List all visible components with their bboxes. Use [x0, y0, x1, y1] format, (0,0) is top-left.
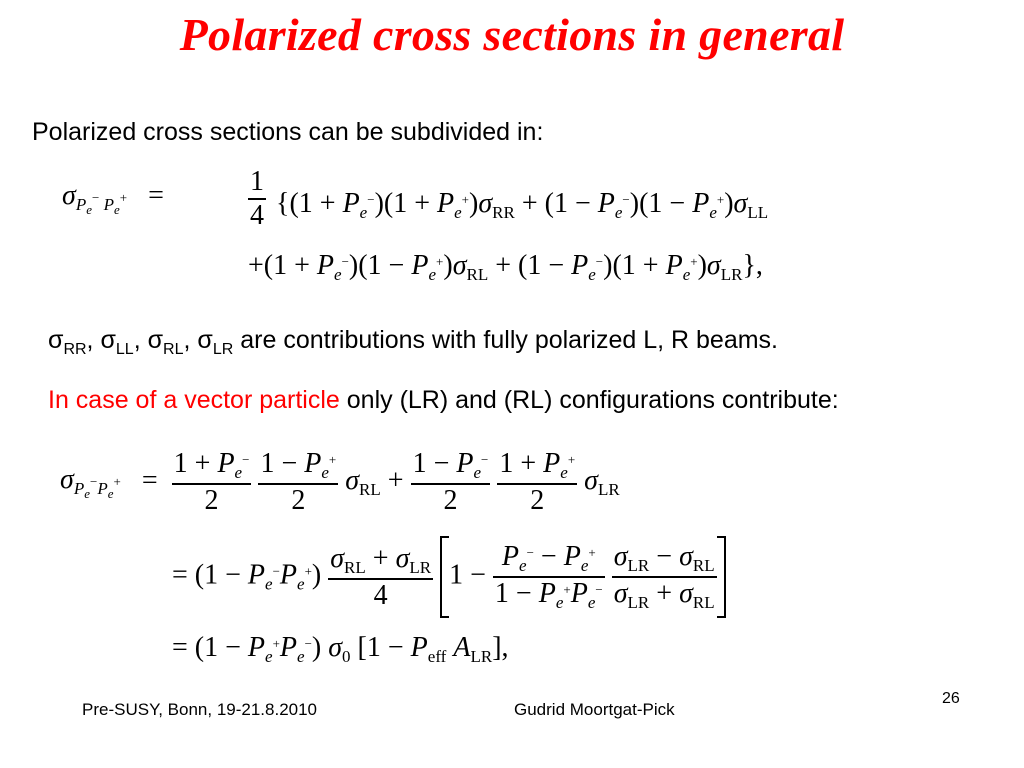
slide-title: Polarized cross sections in general — [179, 9, 845, 60]
vector-particle-text: In case of a vector particle only (LR) and (RL) configurations contribute: — [48, 386, 839, 414]
equation-general: $\sigma_{P_e^- P_e^+}$ = — [62, 180, 178, 217]
intro-text: Polarized cross sections can be subdivided in: — [32, 118, 544, 146]
equation-general-line1: {$(1 + P_e^-)(1 + P_e^+)\sigma_{RR} + (1 - P_e^-)(1 - P_e^+)\sigma_{LL}$ — [276, 188, 769, 222]
contributions-text: $\sigma_{RR}$, $\sigma_{LL}$, $\sigma_{RL}$, $\sigma_{LR}$ are contributions with fully polarized L, R beams. — [48, 326, 778, 358]
equation-general-line2: $+(1 + P_e^-)(1 - P_e^+)\sigma_{RL} + (1 - P_e^-)(1 + P_e^+)\sigma_{LR}$}, — [248, 250, 763, 284]
footer-conference: Pre-SUSY, Bonn, 19-21.8.2010 — [82, 700, 318, 719]
equation-vector-line2: = $(1 - P_e^-P_e^+)$ $\frac{\sigma_{RL} + \sigma_{LR}}{4}$ 1 − $\frac{P_e^- - P_e^+}{1 - P_e^+P_e^-}$ $\frac{\sigma_{LR} - \sigma_{RL}}{\sigma_{LR} + \sigma_{RL}}$ — [172, 536, 726, 618]
footer-author: Gudrid Moortgat-Pick — [514, 700, 675, 719]
equation-vector-line1: $\sigma_{P_e^-P_e^+}$ = $\frac{1 + P_e^-}{2}$ $\frac{1 - P_e^+}{2}$ $\sigma_{RL}$ + $\frac{1 - P_e^-}{2}$ $\frac{1 + P_e^+}{2}$ $\sigma_{LR}$ — [60, 448, 620, 516]
vector-particle-highlight: In case of a vector particle — [48, 386, 340, 414]
equation-vector-line3: = $(1 - P_e^+P_e^-)$ $\sigma_0$ [$1 - P_{eff}$ $A_{LR}$], — [172, 632, 509, 666]
equation-general-frac: $\frac{1}{4}$ — [250, 166, 264, 231]
page-number: 26 — [942, 690, 960, 707]
